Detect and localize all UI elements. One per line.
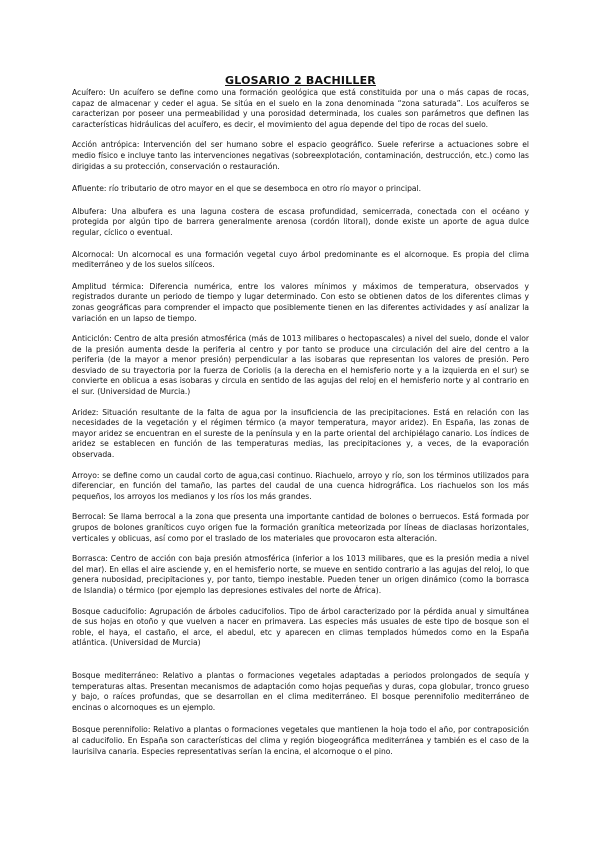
glossary-entry bbox=[72, 207, 529, 239]
glossary-entry bbox=[72, 471, 529, 503]
glossary-entry bbox=[72, 282, 529, 324]
glossary-entry bbox=[72, 554, 529, 596]
glossary-entry bbox=[72, 184, 529, 195]
glossary-entry bbox=[72, 408, 529, 461]
entry-definition: Un alcornocal es una formación vegetal cuyo árbol predominante es el alcornoque. Es propia del clima mediterráneo y de los suelos silíceos. bbox=[72, 249, 529, 270]
glossary-entry bbox=[72, 334, 529, 398]
entry-definition: Un acuífero se define como una formación geológica que está constituida por una o más capas de rocas, capaz de almacenar y ceder el agua. Se sitúa en el suelo en la zona denominada “zona saturada”. Los acuíferos se caracterizan por poseer una permeabilidad y una porosidad determinada, los cuales son parámetros que definen las características hidráulicas del acuífero, es decir, el movimiento del agua depende del tipo de rocas del suelo. bbox=[72, 88, 529, 129]
document-page bbox=[72, 74, 529, 757]
entry-term: Anticiclón: bbox=[72, 334, 112, 344]
entry-definition: Una albufera es una laguna costera de escasa profundidad, semicerrada, conectada con el océano y protegida por algún tipo de barrera generalmente arenosa (cordón litoral), donde existe un aporte de agua dulce regular, cíclico o eventual. bbox=[72, 206, 529, 237]
entry-term: Acción antrópica: bbox=[72, 140, 140, 150]
glossary-entry bbox=[72, 250, 529, 271]
entry-definition: Centro de alta presión atmosférica (más de 1013 milibares o hectopascales) a nivel del suelo, donde el valor de la presión aumenta desde la periferia al centro y por tanto se produce una circulación del aire del centro a la periferia (de la mayor a menor presión) perpendicular a las isobaras que representan los valores de presión. Pero desviado de su trayectoria por la fuerza de Coriolis (a la derecha en el hemisferio norte y a la izquierda en el sur) se convierte en oblicua a esas isobaras y circula en sentido de las agujas del reloj en el hemisferio norte y al contrario en el sur. (Universidad de Murcia.) bbox=[72, 334, 529, 397]
entry-definition: se define como un caudal corto de agua,casi continuo. Riachuelo, arroyo y río, son los términos utilizados para diferenciar, en función del tamaño, las partes del caudal de una cuenca hidrográfica. Los riachuelos son los más pequeños, los arroyos los medianos y los ríos los más grandes. bbox=[72, 470, 529, 501]
glossary-entry bbox=[72, 725, 529, 757]
entry-term: Borrasca: bbox=[72, 554, 108, 564]
glossary-entry bbox=[72, 140, 529, 172]
glossary-entry bbox=[72, 88, 529, 130]
glossary-entry bbox=[72, 607, 529, 649]
entry-definition: Se llama berrocal a la zona que presenta una importante cantidad de bolones o berruecos. Está formada por grupos de bolones graníticos cuyo origen fue la formación granítica meteorizada por líneas de diaclasas horizontales, verticales y oblicuas, así como por el traslado de los materiales que provocaron esta alteración. bbox=[72, 512, 529, 543]
entry-definition: Agrupación de árboles caducifolios. Tipo de árbol caracterizado por la pérdida anual y simultánea de sus hojas en otoño y que vuelven a nacer en primavera. Las especies más usuales de este tipo de bosque son el roble, el haya, el castaño, el arce, el abedul, etc y aparecen en climas templados húmedos como en la España atlántica. (Universidad de Murcia) bbox=[72, 606, 529, 648]
entry-definition: Situación resultante de la falta de agua por la insuficiencia de las precipitaciones. Está en relación con las necesidades de la vegetación y el régimen térmico (a mayor temperatura, mayor aridez). En España, las zonas de mayor aridez se encuentran en el sureste de la península y en la parte oriental del archipiélago canario. Los índices de aridez se establecen en función de las temperaturas medias, las precipitaciones y, a veces, de la evaporación observada. bbox=[72, 407, 529, 460]
entry-definition: río tributario de otro mayor en el que se desemboca en otro río mayor o principal. bbox=[106, 184, 422, 194]
entry-term: Afluente: bbox=[72, 184, 107, 194]
entry-definition: Relativo a plantas o formaciones vegetales que mantienen la hoja todo el año, por contraposición al caducifolio. En España son características del clima y región biogeográfica mediterránea y también es el caso de la laurisilva canaria. Especies representativas serían la encina, el alcornoque o el pino. bbox=[72, 725, 529, 756]
entry-definition: Centro de acción con baja presión atmosférica (inferior a los 1013 milibares, que es la presión media a nivel del mar). En ellas el aire asciende y, en el hemisferio norte, se mueve en sentido contrario a las agujas del reloj, lo que genera nubosidad, precipitaciones y, por tanto, tiempo inestable. Pueden tener un origen dinámico (como la borrasca de Islandia) o térmico (por ejemplo las depresiones estivales del norte de África). bbox=[72, 554, 529, 595]
entry-term: Albufera: bbox=[72, 206, 107, 216]
document-title: GLOSARIO 2 BACHILLER bbox=[225, 74, 376, 87]
entry-term: Bosque caducifolio: bbox=[72, 606, 147, 616]
entry-term: Bosque mediterráneo: bbox=[72, 670, 159, 680]
entry-term: Berrocal: bbox=[72, 512, 106, 522]
entry-term: Acuífero: bbox=[72, 88, 106, 97]
entry-definition: Diferencia numérica, entre los valores mínimos y máximos de temperatura, observados y registrados durante un periodo de tiempo y lugar determinado. Con esto se obtienen datos de los diferentes climas y zonas geográficas para comprender el impacto que posiblemente tienen en las diferentes actividades y así analizar la variación en un lapso de tiempo. bbox=[72, 281, 529, 323]
entry-term: Arroyo: bbox=[72, 470, 100, 480]
entry-term: Aridez: bbox=[72, 407, 99, 417]
glossary-entry bbox=[72, 671, 529, 713]
entry-definition: Relativo a plantas o formaciones vegetales adaptadas a periodos prolongados de sequía y temperaturas altas. Presentan mecanismos de adaptación como hojas pequeñas y duras, copa globular, tronco grueso y bajo, o raíces profundas, que se desarrollan en el clima mediterráneo. El bosque perennifolio mediterráneo de encinas o alcornoques es un ejemplo. bbox=[72, 670, 529, 712]
entry-term: Amplitud térmica: bbox=[72, 281, 144, 291]
entry-term: Bosque perennifolio: bbox=[72, 725, 151, 735]
glossary-entry bbox=[72, 512, 529, 544]
entry-term: Alcornocal: bbox=[72, 249, 115, 259]
entry-definition: Intervención del ser humano sobre el espacio geográfico. Suele referirse a actuaciones sobre el medio físico e incluye tanto las intervenciones negativas (sobreexplotación, contaminación, destrucción, etc.) como las dirigidas a su protección, conservación o restauración. bbox=[72, 140, 529, 171]
